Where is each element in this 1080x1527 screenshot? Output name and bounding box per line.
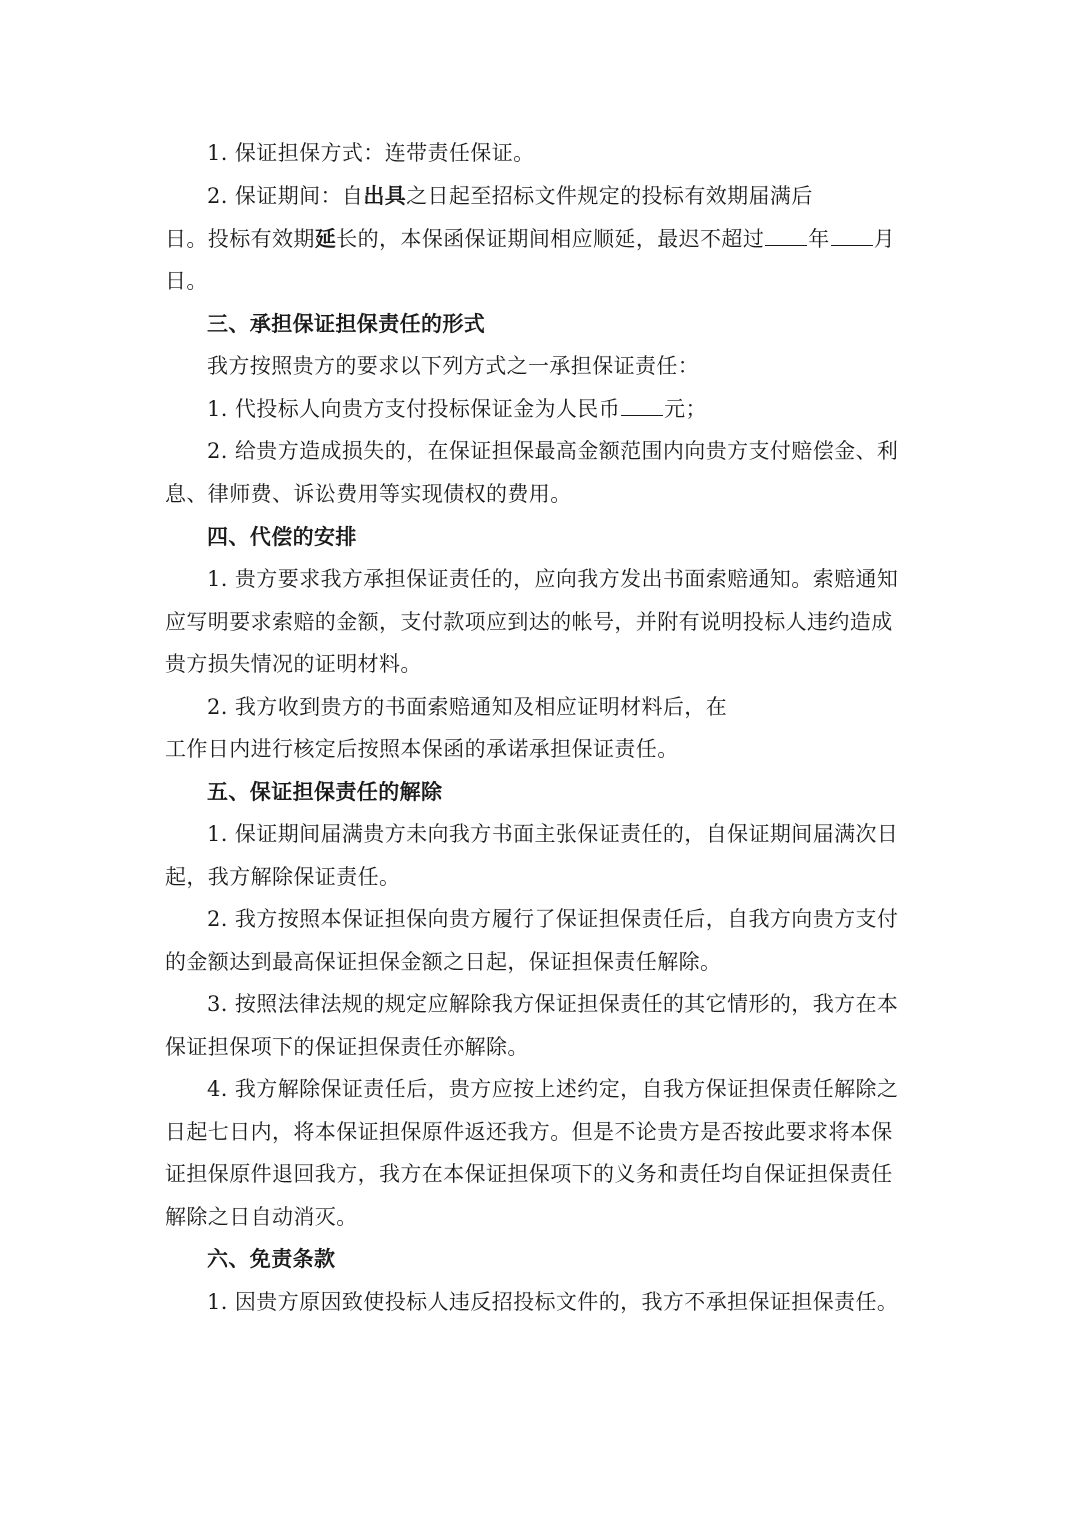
- text-line: 长的，本保函保证期间相应顺延，最迟不超过: [336, 227, 765, 251]
- text-line: 日。: [165, 269, 208, 293]
- text-line: 解除之日自动消灭。: [165, 1205, 358, 1229]
- section-heading-5: 五、保证担保责任的解除: [207, 779, 443, 804]
- paragraph-deposit-payment: [207, 395, 967, 423]
- text-line: 日。投标有效期: [165, 227, 315, 251]
- text-line: 元；: [664, 397, 707, 421]
- blank-year-field: [765, 225, 807, 246]
- text-line: 1. 贵方要求我方承担保证责任的，应向我方发出书面索赔通知。索赔通知: [207, 567, 899, 591]
- text-line: 月: [873, 227, 896, 251]
- text-line: 1. 因贵方原因致使投标人违反招投标文件的，我方不承担保证担保责任。: [207, 1290, 899, 1314]
- text-line: 息、律师费、诉讼费用等实现债权的费用。: [165, 482, 572, 506]
- paragraph-guarantee-period-cont: [165, 225, 925, 253]
- blank-month-field: [831, 225, 873, 246]
- text-line: 工作日内进行核定后按照本保函的承诺承担保证责任。: [165, 737, 679, 761]
- paragraph-guarantee-period: [207, 182, 967, 210]
- section-heading-4: 四、代偿的安排: [207, 524, 357, 549]
- text-line: 日起七日内，将本保证担保原件返还我方。但是不论贵方是否按此要求将本保: [165, 1120, 893, 1144]
- text-line: 1. 代投标人向贵方支付投标保证金为人民币: [207, 397, 621, 421]
- text-line: 之日起至招标文件规定的投标有效期届满后: [406, 184, 813, 208]
- blank-amount-field: [621, 395, 663, 416]
- text-line: 4. 我方解除保证责任后，贵方应按上述约定，自我方保证担保责任解除之: [207, 1077, 899, 1101]
- text-line: 3. 按照法律法规的规定应解除我方保证担保责任的其它情形的，我方在本: [207, 992, 899, 1016]
- text-line: 贵方损失情况的证明材料。: [165, 652, 422, 676]
- text-line: 2. 给贵方造成损失的，在保证担保最高金额范围内向贵方支付赔偿金、利: [207, 439, 899, 463]
- text-line: 我方按照贵方的要求以下列方式之一承担保证责任：: [207, 354, 700, 378]
- text-line: 起，我方解除保证责任。: [165, 865, 401, 889]
- emphasis-text: 延: [314, 226, 337, 251]
- text-line: 年: [808, 227, 830, 251]
- text-line: 2. 保证期间：自: [207, 184, 364, 208]
- text-line: 1. 保证担保方式：连带责任保证。: [207, 141, 535, 165]
- paragraph-guarantee-method: [207, 139, 967, 167]
- text-line: 1. 保证期间届满贵方未向我方书面主张保证责任的，自保证期间届满次日: [207, 822, 899, 846]
- emphasis-text: 出具: [363, 183, 407, 208]
- text-line: 保证担保项下的保证担保责任亦解除。: [165, 1035, 529, 1059]
- section-heading-3: 三、承担保证担保责任的形式: [207, 311, 486, 336]
- text-line: 2. 我方按照本保证担保向贵方履行了保证担保责任后，自我方向贵方支付: [207, 907, 899, 931]
- text-line: 的金额达到最高保证担保金额之日起，保证担保责任解除。: [165, 950, 722, 974]
- text-line: 2. 我方收到贵方的书面索赔通知及相应证明材料后，在: [207, 695, 728, 719]
- text-line: 应写明要求索赔的金额，支付款项应到达的帐号，并附有说明投标人违约造成: [165, 610, 893, 634]
- section-heading-6: 六、免责条款: [207, 1246, 336, 1271]
- text-line: 证担保原件退回我方，我方在本保证担保项下的义务和责任均自保证担保责任: [165, 1162, 893, 1186]
